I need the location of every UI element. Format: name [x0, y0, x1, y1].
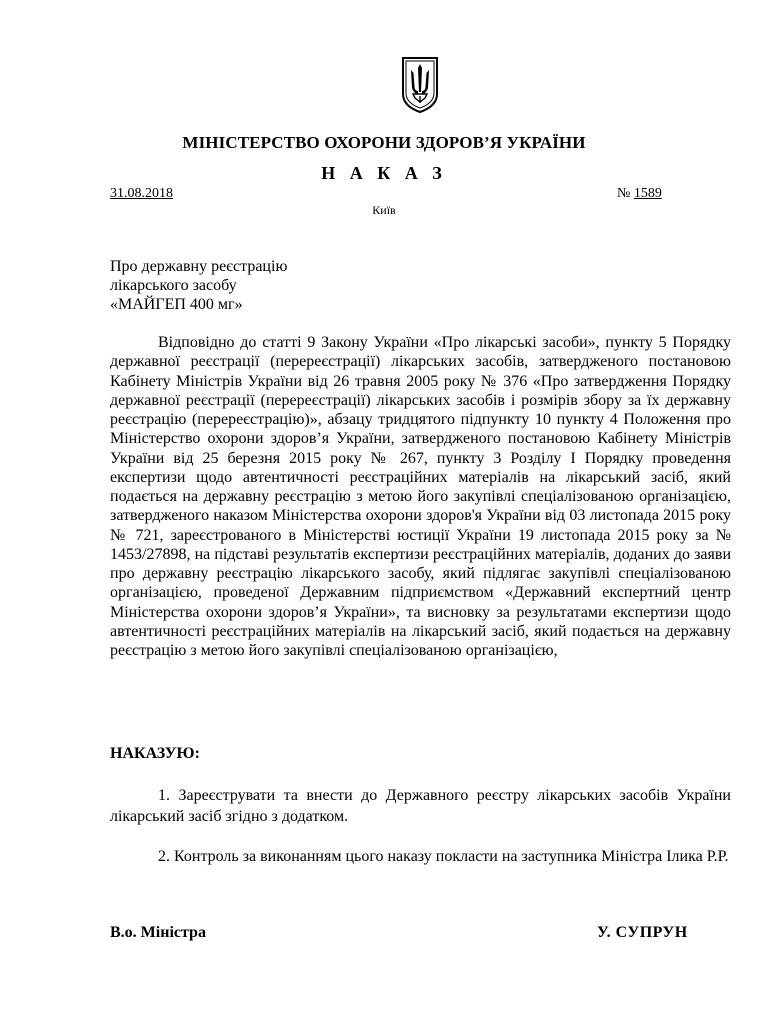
- order-item-2-text: 2. Контроль за виконанням цього наказу покласти на заступника Міністра Ілика Р.Р.: [158, 848, 729, 865]
- order-number-value: 1589: [633, 186, 662, 201]
- document-type-title: Н А К А З: [321, 163, 447, 183]
- preamble-paragraph: [110, 333, 731, 660]
- signatory-role: В.о. Міністра: [110, 924, 206, 941]
- order-item-2: [110, 846, 731, 867]
- subject-line-1: Про державну реєстрацію: [110, 258, 288, 275]
- subject-line-3: «МАЙГЕП 400 мг»: [110, 296, 243, 313]
- number-sign: №: [617, 186, 634, 201]
- subject-line-2: лікарського засобу: [110, 277, 237, 294]
- signatory-name: У. СУПРУН: [597, 924, 688, 941]
- order-item-1: [110, 785, 731, 827]
- order-date: 31.08.2018: [110, 186, 173, 201]
- order-item-1-text: 1. Зареєструвати та внести до Державного реєстру лікарських засобів України лікарський засіб згідно з додатком.: [110, 787, 731, 825]
- trident-coat-of-arms-icon: [400, 56, 440, 114]
- order-number: [617, 186, 662, 202]
- ministry-title: МІНІСТЕРСТВО ОХОРОНИ ЗДОРОВ’Я УКРАЇНИ: [182, 133, 586, 152]
- preamble-text: Відповідно до статті 9 Закону України «Про лікарські засоби», пункту 5 Порядку державної реєстрації (перереєстрації) лікарських засобів, затвердженого постановою Кабінету Міністрів України від 26 травня 2005 року № 376 «Про затвердження Порядку державної реєстрації (перереєстрації) лікарських засобів і розмірів збору за їх державну реєстрацію (перереєстрацію)», абзацу тридцятого підпункту 10 пункту 4 Положення про Міністерство охорони здоров’я України, затвердженого постановою Кабінету Міністрів України від 25 березня 2015 року № 267, пункту 3 Розділу І Порядку проведення експертизи щодо автентичності реєстраційних матеріалів на лікарський засіб, який подається на державну реєстрацію з метою його закупівлі спеціалізованою організацією, затвердженого наказом Міністерства охорони здоров'я України від 03 листопада 2015 року № 721, зареєстрованого в Міністерстві юстиції України 19 листопада 2015 року за № 1453/27898, на підставі результатів експертизи реєстраційних матеріалів, доданих до заяви про державну реєстрацію лікарського засобу, який підлягає закупівлі спеціалізованою організацією, проведеної Державним підприємством «Державний експертний центр Міністерства охорони здоров’я України», та висновку за результатами експертизи щодо автентичності реєстраційних матеріалів на лікарський засіб, який подається на державну реєстрацію з метою його закупівлі спеціалізованою організацією,: [110, 334, 731, 659]
- order-subject: [110, 257, 287, 314]
- issue-city: Київ: [372, 203, 396, 217]
- decree-heading: НАКАЗУЮ:: [110, 745, 200, 762]
